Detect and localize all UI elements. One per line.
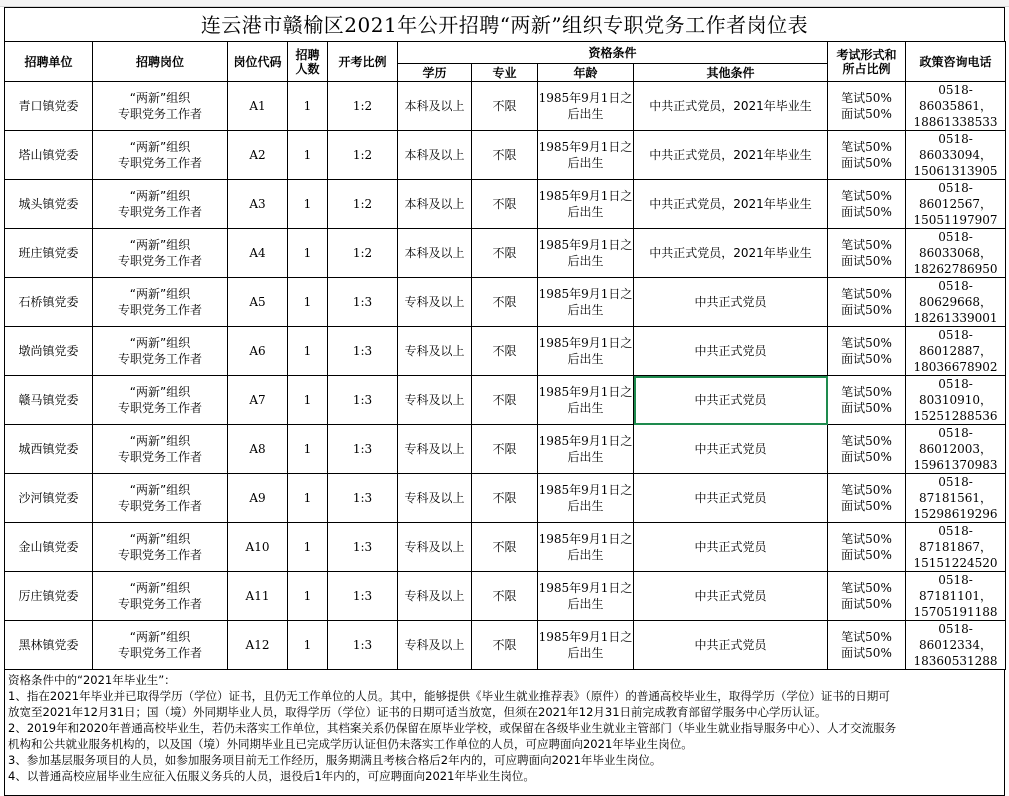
cell-edu[interactable]: 本科及以上 — [398, 229, 472, 278]
cell-age-line2: 后出生 — [567, 401, 604, 415]
cell-num[interactable]: 1 — [288, 82, 328, 131]
cell-phone-line2: 15961370983 — [913, 458, 998, 472]
cell-age-line1: 1985年9月1日之 — [538, 189, 633, 203]
cell-age-line1: 1985年9月1日之 — [538, 532, 633, 546]
cell-major[interactable]: 不限 — [472, 278, 538, 327]
cell-ratio[interactable]: 1:3 — [328, 376, 398, 425]
cell-age-line2: 后出生 — [567, 499, 604, 513]
cell-num[interactable]: 1 — [288, 327, 328, 376]
cell-age[interactable] — [538, 229, 634, 278]
cell-unit[interactable]: 沙河镇党委 — [5, 474, 93, 523]
cell-post-line1: “两新”组织 — [129, 336, 191, 350]
cell-other[interactable]: 中共正式党员，2021年毕业生 — [634, 180, 828, 229]
cell-age-line2: 后出生 — [567, 450, 604, 464]
cell-code[interactable]: A2 — [228, 131, 288, 180]
cell-age-line2: 后出生 — [567, 205, 604, 219]
cell-edu[interactable]: 专科及以上 — [398, 278, 472, 327]
cell-post[interactable] — [93, 327, 228, 376]
cell-exam-line1: 笔试50% — [841, 434, 892, 448]
cell-major[interactable]: 不限 — [472, 523, 538, 572]
cell-phone[interactable] — [906, 572, 1006, 621]
cell-ratio[interactable]: 1:3 — [328, 474, 398, 523]
cell-other[interactable]: 中共正式党员 — [634, 572, 828, 621]
spreadsheet-sheet — [4, 7, 1005, 796]
cell-phone[interactable] — [906, 327, 1006, 376]
cell-edu[interactable]: 专科及以上 — [398, 621, 472, 670]
cell-post-line2: 专职党务工作者 — [117, 499, 202, 513]
cell-exam-line1: 笔试50% — [841, 91, 892, 105]
cell-phone[interactable] — [906, 180, 1006, 229]
cell-exam[interactable] — [828, 474, 906, 523]
cell-phone-line1: 0518-80629668， — [918, 279, 993, 309]
header-post[interactable]: 招聘岗位 — [93, 42, 228, 82]
cell-code[interactable]: A6 — [228, 327, 288, 376]
header-qualification[interactable]: 资格条件 — [398, 42, 828, 64]
note-2a: 2、2019年和2020年普通高校毕业生，若仍未落实工作单位，其档案关系仍保留在原毕业学校，或保留在各级毕业生就业主管部门（毕业生就业指导服务中心）、人才交流服务 — [8, 721, 897, 735]
cell-age-line1: 1985年9月1日之 — [538, 287, 633, 301]
cell-phone-line2: 18262786950 — [913, 262, 998, 276]
notes-heading: 资格条件中的“2021年毕业生”： — [8, 673, 176, 687]
cell-ratio[interactable]: 1:2 — [328, 131, 398, 180]
table-row — [5, 474, 1006, 523]
cell-ratio[interactable]: 1:3 — [328, 572, 398, 621]
header-phone[interactable]: 政策咨询电话 — [906, 42, 1006, 82]
cell-num[interactable]: 1 — [288, 229, 328, 278]
cell-unit[interactable]: 班庄镇党委 — [5, 229, 93, 278]
cell-exam-line1: 笔试50% — [841, 287, 892, 301]
cell-post-line2: 专职党务工作者 — [117, 548, 202, 562]
cell-exam[interactable] — [828, 425, 906, 474]
table-row — [5, 523, 1006, 572]
cell-other[interactable]: 中共正式党员 — [634, 425, 828, 474]
cell-exam[interactable] — [828, 278, 906, 327]
cell-edu[interactable]: 专科及以上 — [398, 425, 472, 474]
cell-major[interactable]: 不限 — [472, 180, 538, 229]
cell-edu[interactable]: 专科及以上 — [398, 523, 472, 572]
header-exam-line2: 所占比例 — [842, 61, 891, 76]
cell-age-line2: 后出生 — [567, 548, 604, 562]
cell-num[interactable]: 1 — [288, 621, 328, 670]
cell-age[interactable] — [538, 474, 634, 523]
cell-age-line2: 后出生 — [567, 254, 604, 268]
cell-other[interactable]: 中共正式党员 — [634, 327, 828, 376]
table-row — [5, 572, 1006, 621]
cell-post-line1: “两新”组织 — [129, 581, 191, 595]
cell-post-line1: “两新”组织 — [129, 287, 191, 301]
cell-age[interactable] — [538, 131, 634, 180]
cell-age-line2: 后出生 — [567, 156, 604, 170]
cell-code[interactable]: A3 — [228, 180, 288, 229]
cell-phone[interactable] — [906, 523, 1006, 572]
cell-post-line2: 专职党务工作者 — [117, 450, 202, 464]
table-row — [5, 180, 1006, 229]
cell-phone[interactable] — [906, 621, 1006, 670]
cell-unit[interactable]: 赣马镇党委 — [5, 376, 93, 425]
cell-post-line2: 专职党务工作者 — [117, 156, 202, 170]
header-major[interactable]: 专业 — [472, 64, 538, 82]
table-row — [5, 278, 1006, 327]
cell-num[interactable]: 1 — [288, 425, 328, 474]
cell-phone-line2: 18261339001 — [913, 311, 998, 325]
cell-exam-line1: 笔试50% — [841, 581, 892, 595]
cell-phone[interactable] — [906, 82, 1006, 131]
cell-exam-line2: 面试50% — [841, 107, 892, 121]
cell-major[interactable]: 不限 — [472, 621, 538, 670]
cell-post[interactable] — [93, 82, 228, 131]
cell-post[interactable] — [93, 180, 228, 229]
cell-ratio[interactable]: 1:3 — [328, 425, 398, 474]
cell-unit[interactable]: 塔山镇党委 — [5, 131, 93, 180]
spreadsheet-top-strip — [0, 0, 1009, 7]
cell-post-line1: “两新”组织 — [129, 385, 191, 399]
cell-code[interactable]: A8 — [228, 425, 288, 474]
cell-code[interactable]: A4 — [228, 229, 288, 278]
cell-code[interactable]: A12 — [228, 621, 288, 670]
cell-unit[interactable]: 石桥镇党委 — [5, 278, 93, 327]
cell-age-line1: 1985年9月1日之 — [538, 434, 633, 448]
cell-post-line2: 专职党务工作者 — [117, 254, 202, 268]
cell-post[interactable] — [93, 572, 228, 621]
table-row — [5, 327, 1006, 376]
cell-post-line2: 专职党务工作者 — [117, 205, 202, 219]
cell-code[interactable]: A7 — [228, 376, 288, 425]
cell-post-line1: “两新”组织 — [129, 630, 191, 644]
cell-exam-line2: 面试50% — [841, 352, 892, 366]
cell-phone-line1: 0518-86012887， — [918, 328, 993, 358]
cell-major[interactable]: 不限 — [472, 131, 538, 180]
cell-phone-line1: 0518-86033068， — [918, 230, 993, 260]
cell-other[interactable]: 中共正式党员，2021年毕业生 — [634, 82, 828, 131]
cell-phone[interactable] — [906, 131, 1006, 180]
cell-age[interactable] — [538, 523, 634, 572]
cell-ratio[interactable]: 1:3 — [328, 523, 398, 572]
cell-age[interactable] — [538, 82, 634, 131]
cell-post[interactable] — [93, 376, 228, 425]
cell-exam[interactable] — [828, 376, 906, 425]
cell-phone-line1: 0518-87181101， — [918, 573, 993, 603]
cell-exam-line1: 笔试50% — [841, 385, 892, 399]
cell-phone-line2: 18861338533 — [913, 115, 998, 129]
cell-phone-line2: 15251288536 — [913, 409, 998, 423]
cell-age-line1: 1985年9月1日之 — [538, 581, 633, 595]
header-num-line1: 招聘 — [295, 47, 320, 62]
table-body — [5, 82, 1006, 670]
cell-post-line2: 专职党务工作者 — [117, 107, 202, 121]
cell-phone[interactable] — [906, 425, 1006, 474]
note-4: 4、以普通高校应届毕业生应征入伍服义务兵的人员，退役后1年内的，可应聘面向2021年毕业生岗位。 — [8, 769, 535, 783]
cell-major[interactable]: 不限 — [472, 376, 538, 425]
cell-exam-line2: 面试50% — [841, 499, 892, 513]
cell-post-line2: 专职党务工作者 — [117, 597, 202, 611]
cell-edu[interactable]: 专科及以上 — [398, 376, 472, 425]
cell-phone[interactable] — [906, 278, 1006, 327]
cell-age-line2: 后出生 — [567, 646, 604, 660]
cell-age[interactable] — [538, 180, 634, 229]
cell-age[interactable] — [538, 621, 634, 670]
table-row — [5, 229, 1006, 278]
cell-exam-line1: 笔试50% — [841, 483, 892, 497]
cell-edu[interactable]: 专科及以上 — [398, 572, 472, 621]
cell-major[interactable]: 不限 — [472, 229, 538, 278]
cell-other[interactable]: 中共正式党员 — [634, 523, 828, 572]
cell-other[interactable]: 中共正式党员，2021年毕业生 — [634, 229, 828, 278]
cell-exam-line1: 笔试50% — [841, 630, 892, 644]
cell-phone-line2: 15061313905 — [913, 164, 998, 178]
header-code[interactable]: 岗位代码 — [228, 42, 288, 82]
cell-age-line1: 1985年9月1日之 — [538, 630, 633, 644]
cell-major[interactable]: 不限 — [472, 425, 538, 474]
cell-major[interactable]: 不限 — [472, 474, 538, 523]
cell-exam-line2: 面试50% — [841, 205, 892, 219]
cell-ratio[interactable]: 1:2 — [328, 82, 398, 131]
cell-exam[interactable] — [828, 523, 906, 572]
cell-age-line2: 后出生 — [567, 303, 604, 317]
cell-age-line2: 后出生 — [567, 597, 604, 611]
cell-ratio[interactable]: 1:3 — [328, 327, 398, 376]
table-row — [5, 82, 1006, 131]
page-title: 连云港市赣榆区2021年公开招聘“两新”组织专职党务工作者岗位表 — [4, 7, 1005, 41]
cell-phone-line2: 18360531288 — [913, 654, 998, 668]
cell-exam[interactable] — [828, 180, 906, 229]
cell-unit[interactable]: 厉庄镇党委 — [5, 572, 93, 621]
note-2b: 机构和公共就业服务机构的，以及国（境）外同期毕业且已完成学历认证但仍未落实工作单位的人员，可应聘面向2021年毕业生岗位。 — [8, 737, 693, 751]
cell-exam[interactable] — [828, 82, 906, 131]
cell-post[interactable] — [93, 278, 228, 327]
cell-exam-line1: 笔试50% — [841, 532, 892, 546]
cell-post[interactable] — [93, 474, 228, 523]
table-row — [5, 621, 1006, 670]
cell-edu[interactable]: 本科及以上 — [398, 131, 472, 180]
cell-phone[interactable] — [906, 229, 1006, 278]
header-age[interactable]: 年龄 — [538, 64, 634, 82]
header-unit[interactable]: 招聘单位 — [5, 42, 93, 82]
cell-code[interactable]: A9 — [228, 474, 288, 523]
cell-age-line1: 1985年9月1日之 — [538, 385, 633, 399]
cell-age[interactable] — [538, 327, 634, 376]
cell-age[interactable] — [538, 376, 634, 425]
cell-age-line2: 后出生 — [567, 352, 604, 366]
cell-phone-line1: 0518-87181867， — [918, 524, 993, 554]
cell-exam-line2: 面试50% — [841, 450, 892, 464]
cell-post-line1: “两新”组织 — [129, 91, 191, 105]
cell-post[interactable] — [93, 523, 228, 572]
cell-phone-line1: 0518-80310910， — [918, 377, 993, 407]
header-other[interactable]: 其他条件 — [634, 64, 828, 82]
cell-exam-line1: 笔试50% — [841, 189, 892, 203]
cell-exam-line2: 面试50% — [841, 597, 892, 611]
cell-age-line1: 1985年9月1日之 — [538, 140, 633, 154]
cell-exam-line2: 面试50% — [841, 303, 892, 317]
cell-phone[interactable] — [906, 376, 1006, 425]
cell-phone-line1: 0518-86012567， — [918, 181, 993, 211]
cell-post[interactable] — [93, 131, 228, 180]
cell-phone-line2: 15051197907 — [913, 213, 998, 227]
cell-phone-line2: 15705191188 — [913, 605, 998, 619]
cell-exam[interactable] — [828, 327, 906, 376]
header-num[interactable] — [288, 42, 328, 82]
cell-other[interactable]: 中共正式党员，2021年毕业生 — [634, 131, 828, 180]
cell-exam[interactable] — [828, 229, 906, 278]
cell-phone-line1: 0518-86012003， — [918, 426, 993, 456]
notes-section — [4, 670, 1005, 796]
cell-unit[interactable]: 墩尚镇党委 — [5, 327, 93, 376]
cell-age-line2: 后出生 — [567, 107, 604, 121]
cell-num[interactable]: 1 — [288, 278, 328, 327]
cell-phone[interactable] — [906, 474, 1006, 523]
cell-exam-line1: 笔试50% — [841, 140, 892, 154]
header-ratio[interactable]: 开考比例 — [328, 42, 398, 82]
table-row — [5, 131, 1006, 180]
cell-exam-line1: 笔试50% — [841, 336, 892, 350]
cell-exam[interactable] — [828, 621, 906, 670]
header-num-line2: 人数 — [295, 61, 320, 76]
cell-exam-line2: 面试50% — [841, 646, 892, 660]
cell-code[interactable]: A11 — [228, 572, 288, 621]
cell-edu[interactable]: 专科及以上 — [398, 474, 472, 523]
cell-exam-line2: 面试50% — [841, 401, 892, 415]
cell-post-line1: “两新”组织 — [129, 532, 191, 546]
cell-post-line1: “两新”组织 — [129, 483, 191, 497]
cell-exam-line2: 面试50% — [841, 254, 892, 268]
cell-unit[interactable]: 黑林镇党委 — [5, 621, 93, 670]
cell-unit[interactable]: 城西镇党委 — [5, 425, 93, 474]
cell-phone-line1: 0518-86012334， — [918, 622, 993, 652]
positions-table — [4, 41, 1006, 670]
cell-phone-line1: 0518-86033094， — [918, 132, 993, 162]
cell-ratio[interactable]: 1:3 — [328, 621, 398, 670]
cell-exam-line2: 面试50% — [841, 548, 892, 562]
cell-major[interactable]: 不限 — [472, 327, 538, 376]
cell-other[interactable]: 中共正式党员 — [634, 621, 828, 670]
cell-phone-line2: 18036678902 — [913, 360, 998, 374]
cell-other[interactable]: 中共正式党员 — [634, 278, 828, 327]
cell-code[interactable]: A5 — [228, 278, 288, 327]
table-row — [5, 425, 1006, 474]
cell-edu[interactable]: 本科及以上 — [398, 82, 472, 131]
cell-edu[interactable]: 本科及以上 — [398, 180, 472, 229]
cell-age-line1: 1985年9月1日之 — [538, 336, 633, 350]
cell-post-line1: “两新”组织 — [129, 238, 191, 252]
cell-ratio[interactable]: 1:2 — [328, 180, 398, 229]
cell-post-line2: 专职党务工作者 — [117, 646, 202, 660]
cell-post-line2: 专职党务工作者 — [117, 401, 202, 415]
table-row — [5, 376, 1006, 425]
cell-code[interactable]: A1 — [228, 82, 288, 131]
cell-age-line1: 1985年9月1日之 — [538, 483, 633, 497]
cell-post-line1: “两新”组织 — [129, 434, 191, 448]
cell-exam-line2: 面试50% — [841, 156, 892, 170]
cell-post[interactable] — [93, 621, 228, 670]
header-exam[interactable] — [828, 42, 906, 82]
cell-num[interactable]: 1 — [288, 572, 328, 621]
cell-other[interactable]: 中共正式党员 — [634, 376, 828, 425]
cell-num[interactable]: 1 — [288, 376, 328, 425]
cell-num[interactable]: 1 — [288, 131, 328, 180]
cell-num[interactable]: 1 — [288, 180, 328, 229]
cell-exam[interactable] — [828, 572, 906, 621]
cell-post-line2: 专职党务工作者 — [117, 303, 202, 317]
cell-exam[interactable] — [828, 131, 906, 180]
cell-unit[interactable]: 城头镇党委 — [5, 180, 93, 229]
cell-phone-line1: 0518-87181561， — [918, 475, 993, 505]
note-3: 3、参加基层服务项目的人员，如参加服务项目前无工作经历，服务期满且考核合格后2年内的，可应聘面向2021年毕业生岗位。 — [8, 753, 662, 767]
cell-edu[interactable]: 专科及以上 — [398, 327, 472, 376]
cell-age[interactable] — [538, 278, 634, 327]
cell-age-line1: 1985年9月1日之 — [538, 238, 633, 252]
cell-exam-line1: 笔试50% — [841, 238, 892, 252]
cell-ratio[interactable]: 1:2 — [328, 229, 398, 278]
cell-phone-line1: 0518-86035861， — [918, 83, 993, 113]
cell-post[interactable] — [93, 229, 228, 278]
cell-other[interactable]: 中共正式党员 — [634, 474, 828, 523]
cell-major[interactable]: 不限 — [472, 82, 538, 131]
cell-post-line2: 专职党务工作者 — [117, 352, 202, 366]
cell-post-line1: “两新”组织 — [129, 189, 191, 203]
cell-ratio[interactable]: 1:3 — [328, 278, 398, 327]
cell-post-line1: “两新”组织 — [129, 140, 191, 154]
cell-post[interactable] — [93, 425, 228, 474]
cell-major[interactable]: 不限 — [472, 572, 538, 621]
cell-unit[interactable]: 青口镇党委 — [5, 82, 93, 131]
note-1b: 放宽至2021年12月31日；国（境）外同期毕业人员，取得学历（学位）证书的日期可适当放宽，但须在2021年12月31日前完成教育部留学服务中心学历认证。 — [8, 705, 827, 719]
cell-phone-line2: 15151224520 — [913, 556, 998, 570]
cell-unit[interactable]: 金山镇党委 — [5, 523, 93, 572]
cell-age[interactable] — [538, 572, 634, 621]
cell-num[interactable]: 1 — [288, 523, 328, 572]
header-exam-line1: 考试形式和 — [836, 47, 897, 62]
cell-num[interactable]: 1 — [288, 474, 328, 523]
cell-age-line1: 1985年9月1日之 — [538, 91, 633, 105]
cell-phone-line2: 15298619296 — [913, 507, 998, 521]
header-edu[interactable]: 学历 — [398, 64, 472, 82]
cell-code[interactable]: A10 — [228, 523, 288, 572]
cell-age[interactable] — [538, 425, 634, 474]
note-1a: 1、指在2021年毕业并已取得学历（学位）证书，且仍无工作单位的人员。其中，能够提供《毕业生就业推荐表》（原件）的普通高校毕业生，取得学历（学位）证书的日期可 — [8, 689, 890, 703]
